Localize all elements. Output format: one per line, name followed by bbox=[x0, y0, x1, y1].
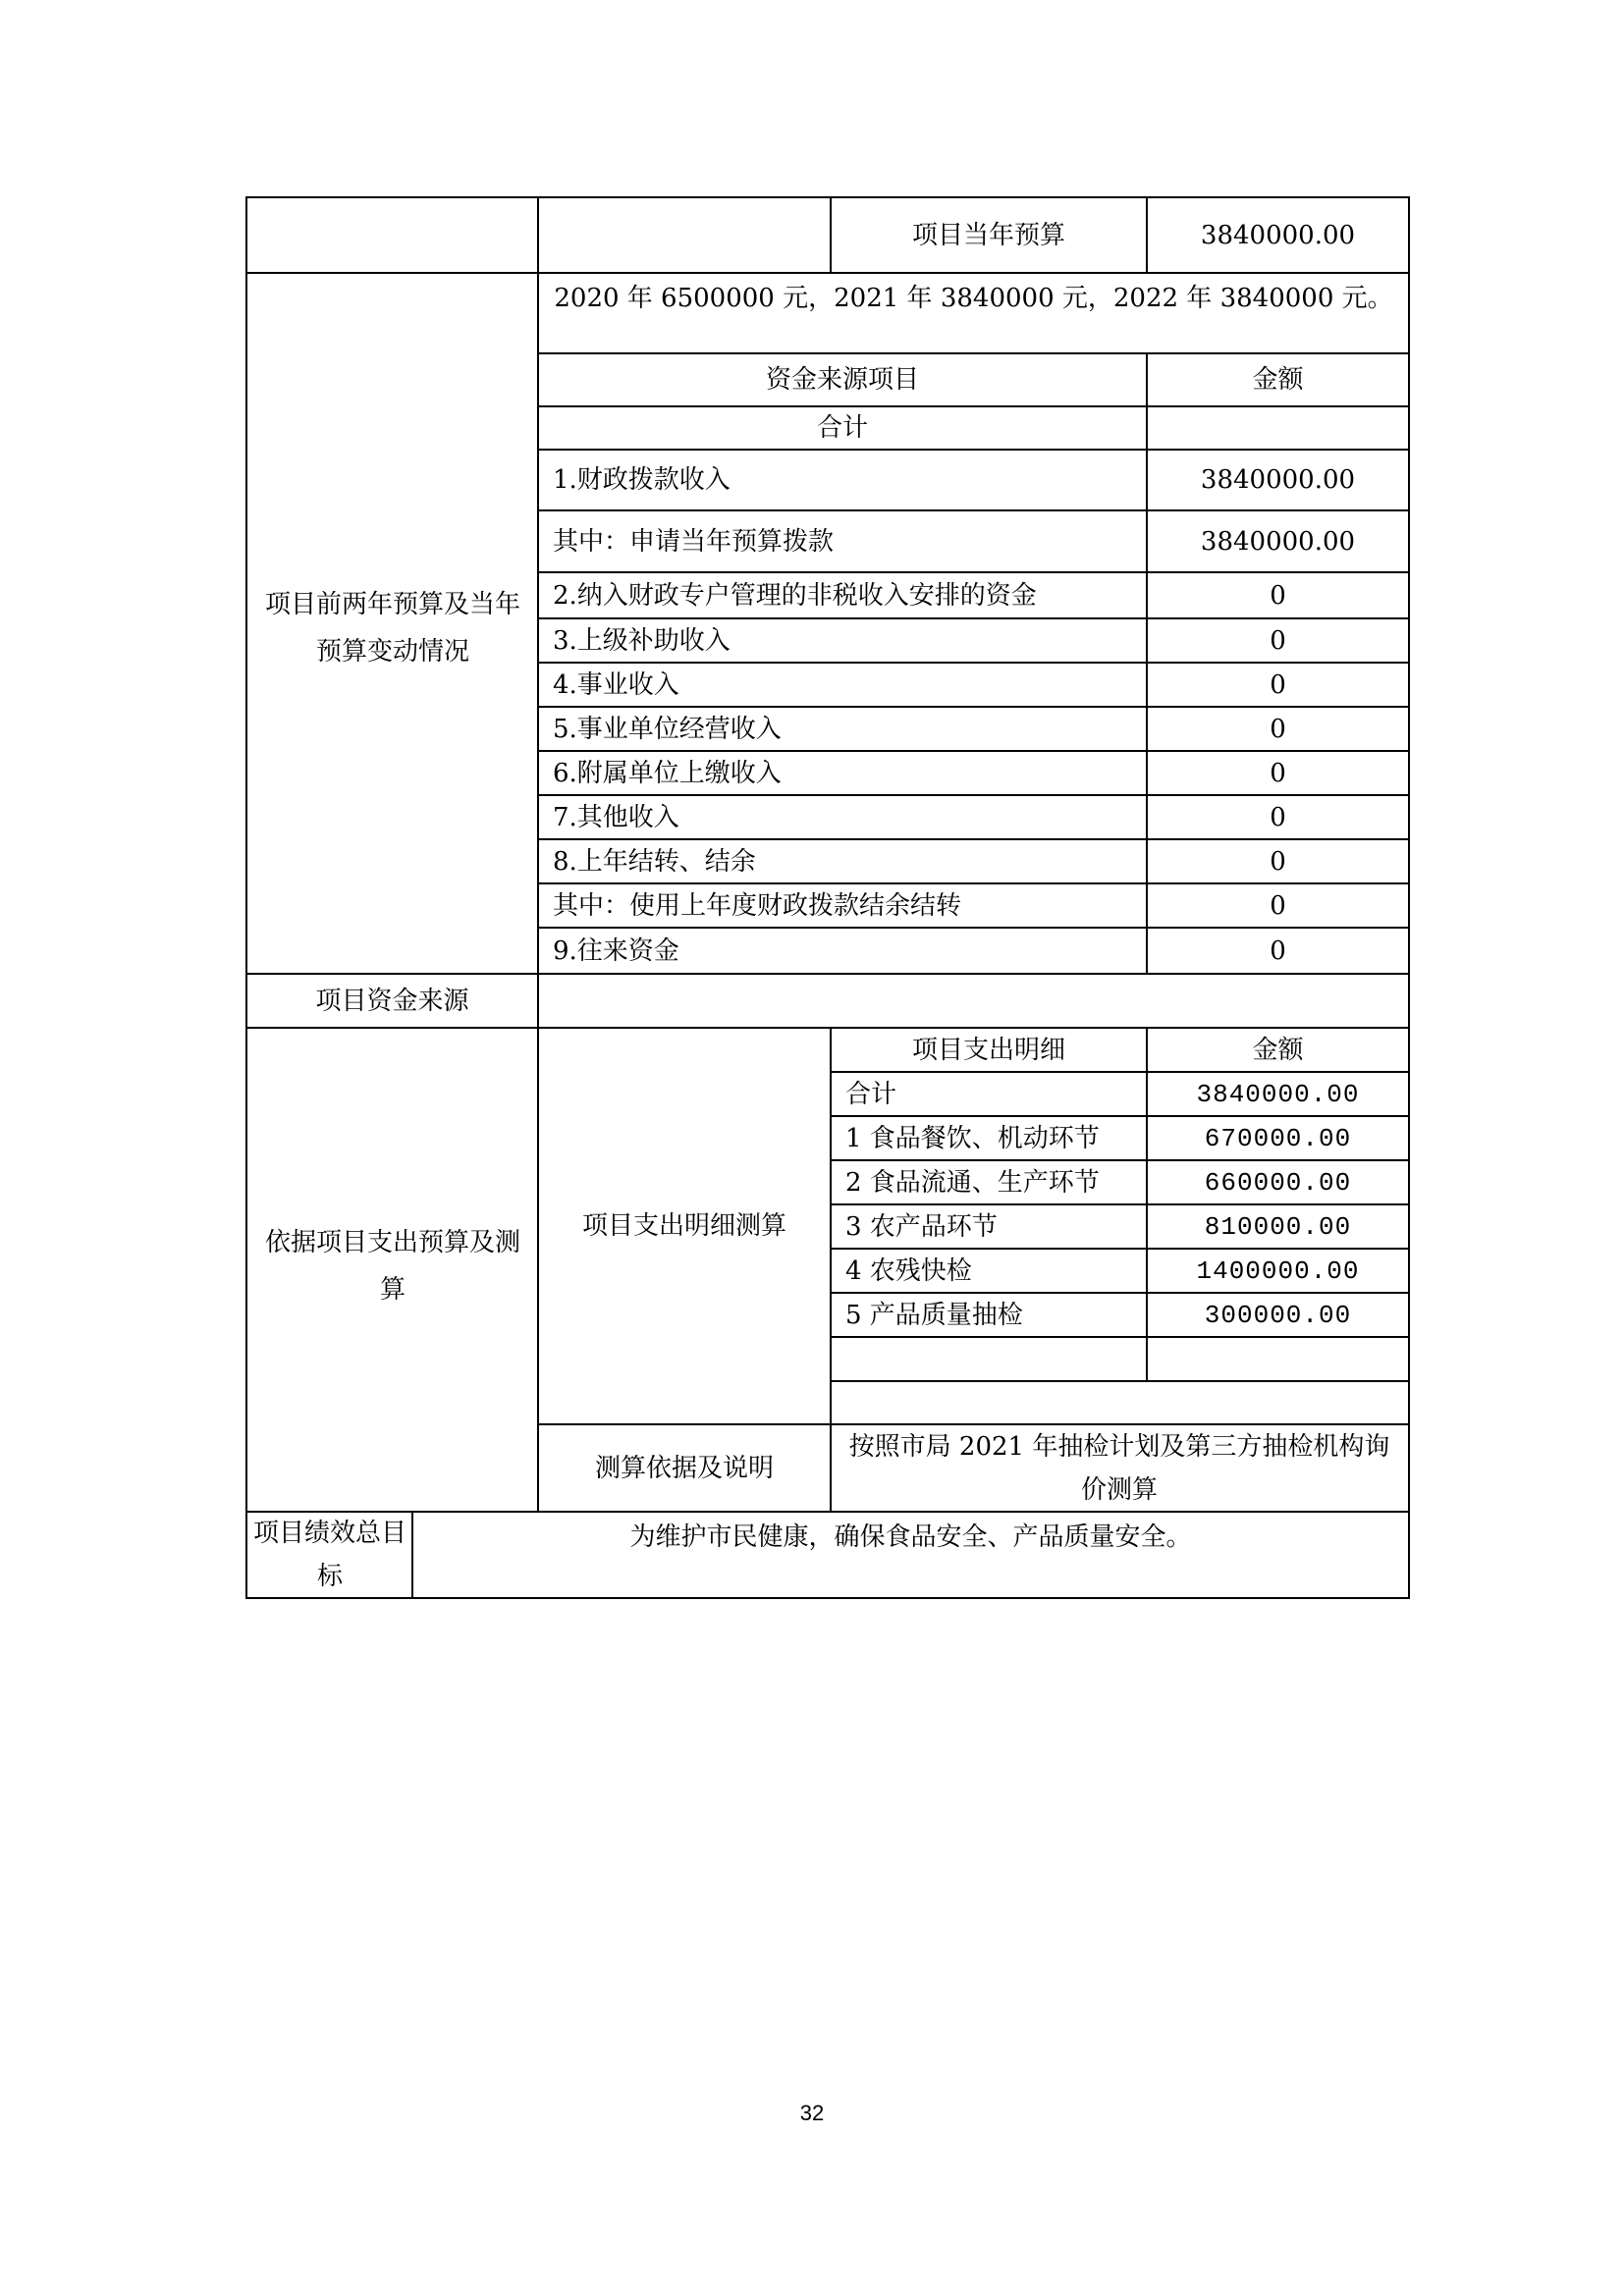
expenditure-row-value: 670000.00 bbox=[1204, 1123, 1352, 1153]
budget-change-label: 项目前两年预算及当年预算变动情况 bbox=[265, 590, 521, 667]
expenditure-row-value bbox=[1148, 1382, 1408, 1423]
funding-row-label: 7.其他收入 bbox=[553, 802, 679, 832]
current-budget-label: 项目当年预算 bbox=[911, 220, 1065, 250]
expenditure-row-label: 2 食品流通、生产环节 bbox=[845, 1167, 1100, 1198]
basis-text: 按照市局 2021 年抽检计划及第三方抽检机构询价测算 bbox=[848, 1431, 1390, 1505]
expenditure-row-label: 4 农残快检 bbox=[845, 1255, 972, 1286]
expenditure-row-label: 1 食品餐饮、机动环节 bbox=[845, 1123, 1100, 1153]
expenditure-row-label bbox=[832, 1382, 1146, 1423]
budget-change-summary: 2020 年 6500000 元，2021 年 3840000 元，2022 年 3840000 元。 bbox=[554, 284, 1393, 313]
funding-row-value: 0 bbox=[1270, 714, 1286, 744]
expenditure-header-item: 项目支出明细 bbox=[911, 1035, 1065, 1065]
expenditure-row-label: 5 产品质量抽检 bbox=[845, 1300, 1023, 1330]
funding-header-amount: 金额 bbox=[1252, 365, 1304, 395]
funding-row-label: 4.事业收入 bbox=[553, 669, 679, 700]
funding-row-label: 5.事业单位经营收入 bbox=[553, 714, 782, 744]
funding-row-value: 0 bbox=[1270, 669, 1286, 700]
expenditure-row-value: 300000.00 bbox=[1204, 1300, 1352, 1330]
expenditure-detail-label: 项目支出明细测算 bbox=[581, 1211, 786, 1241]
page-number: 32 bbox=[799, 2101, 825, 2125]
funding-row-label: 其中：使用上年度财政拨款结余结转 bbox=[553, 890, 962, 921]
funding-row-label: 1.财政拨款收入 bbox=[553, 465, 731, 495]
basis-label: 测算依据及说明 bbox=[594, 1453, 774, 1483]
expenditure-label: 依据项目支出预算及测算 bbox=[265, 1228, 521, 1305]
funding-row-value: 0 bbox=[1270, 625, 1286, 656]
expenditure-row-value bbox=[1148, 1338, 1408, 1380]
funding-row-value: 3840000.00 bbox=[1200, 465, 1356, 495]
performance-text: 为维护市民健康，确保食品安全、产品质量安全。 bbox=[629, 1522, 1192, 1552]
current-budget-value: 3840000.00 bbox=[1200, 220, 1356, 250]
expenditure-row-label bbox=[832, 1338, 1146, 1380]
performance-label: 项目绩效总目标 bbox=[252, 1519, 406, 1591]
funding-total-value bbox=[1148, 407, 1408, 449]
funding-total-label: 合计 bbox=[816, 413, 868, 443]
funding-row-label: 8.上年结转、结余 bbox=[553, 846, 756, 877]
funding-row-label: 9.往来资金 bbox=[553, 935, 679, 966]
funding-row-value: 0 bbox=[1270, 935, 1286, 966]
funding-row-label: 3.上级补助收入 bbox=[553, 625, 731, 656]
funding-row-value: 0 bbox=[1270, 846, 1286, 877]
expenditure-row-value: 660000.00 bbox=[1204, 1167, 1352, 1198]
funding-row-value: 0 bbox=[1270, 580, 1286, 611]
funding-row-value: 0 bbox=[1270, 890, 1286, 921]
funding-source-label: 项目资金来源 bbox=[315, 986, 469, 1016]
funding-row-value: 0 bbox=[1270, 802, 1286, 832]
funding-row-label: 6.附属单位上缴收入 bbox=[553, 758, 782, 788]
table-border-left bbox=[245, 196, 247, 1599]
expenditure-row-value: 3840000.00 bbox=[1196, 1079, 1360, 1109]
funding-source-value bbox=[539, 975, 1408, 1027]
expenditure-header-amount: 金额 bbox=[1252, 1035, 1304, 1065]
funding-header-item: 资金来源项目 bbox=[765, 365, 919, 395]
funding-row-value: 0 bbox=[1270, 758, 1286, 788]
expenditure-row-label: 合计 bbox=[845, 1079, 897, 1109]
expenditure-row-value: 1400000.00 bbox=[1196, 1255, 1360, 1286]
expenditure-row-label: 3 农产品环节 bbox=[845, 1211, 998, 1242]
table-border-right bbox=[1408, 196, 1410, 1599]
funding-row-value: 3840000.00 bbox=[1200, 526, 1356, 557]
expenditure-row-value: 810000.00 bbox=[1204, 1211, 1352, 1242]
funding-row-label: 2.纳入财政专户管理的非税收入安排的资金 bbox=[553, 580, 1037, 611]
table-border-bottom bbox=[245, 1597, 1410, 1599]
funding-row-label: 其中：申请当年预算拨款 bbox=[553, 526, 835, 557]
